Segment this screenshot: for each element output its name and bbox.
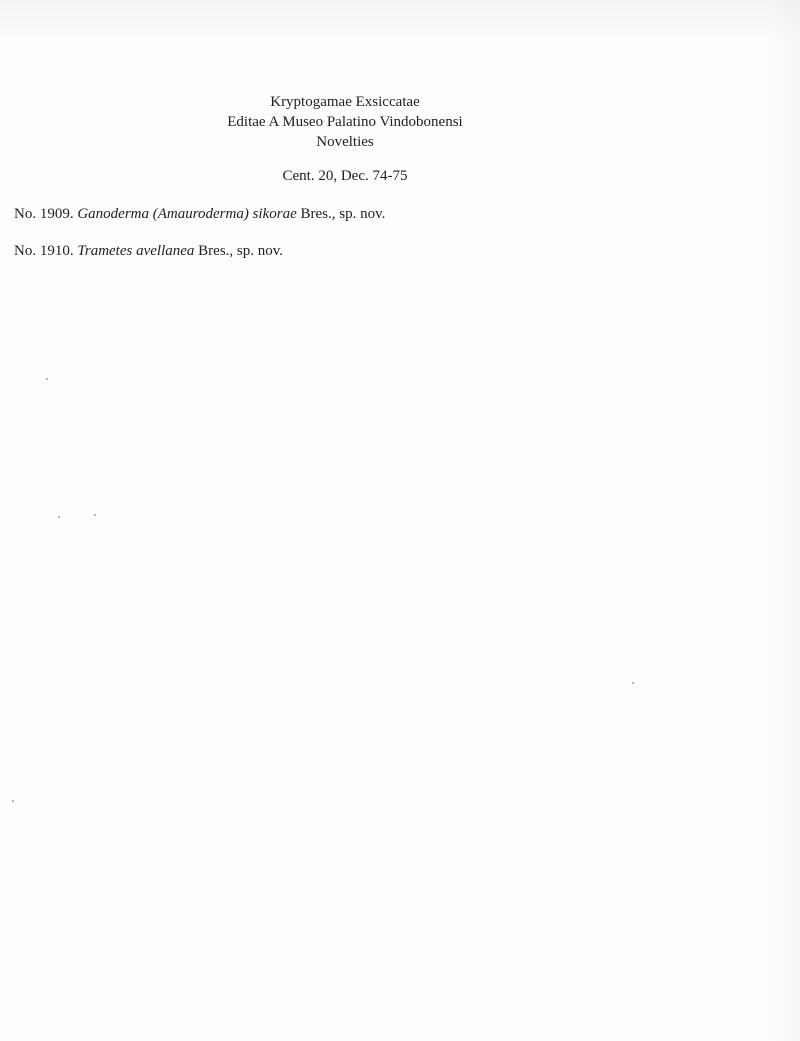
entry-taxon: Ganoderma (Amauroderma) sikorae	[77, 206, 297, 222]
document-header	[0, 92, 690, 152]
entry-authority: Bres., sp. nov.	[198, 243, 284, 259]
entry-number: No. 1910.	[14, 243, 74, 259]
scan-shadow-right	[770, 0, 800, 1041]
header-title: Kryptogamae Exsiccatae	[270, 94, 420, 110]
scan-shadow-top	[0, 0, 800, 40]
entry-taxon: Trametes avellanea	[77, 243, 195, 259]
scan-speck	[632, 682, 634, 684]
specimen-entry	[14, 243, 283, 260]
header-category: Novelties	[316, 134, 374, 150]
header-subtitle: Editae A Museo Palatino Vindobonensi	[227, 114, 463, 130]
century-decade-label: Cent. 20, Dec. 74-75	[282, 168, 408, 184]
scan-speck	[46, 378, 48, 380]
scan-speck	[94, 514, 96, 516]
entry-number: No. 1909.	[14, 206, 74, 222]
scan-speck	[58, 516, 60, 518]
entry-authority: Bres., sp. nov.	[300, 206, 386, 222]
specimen-entry	[14, 206, 385, 223]
scan-speck	[12, 800, 14, 802]
